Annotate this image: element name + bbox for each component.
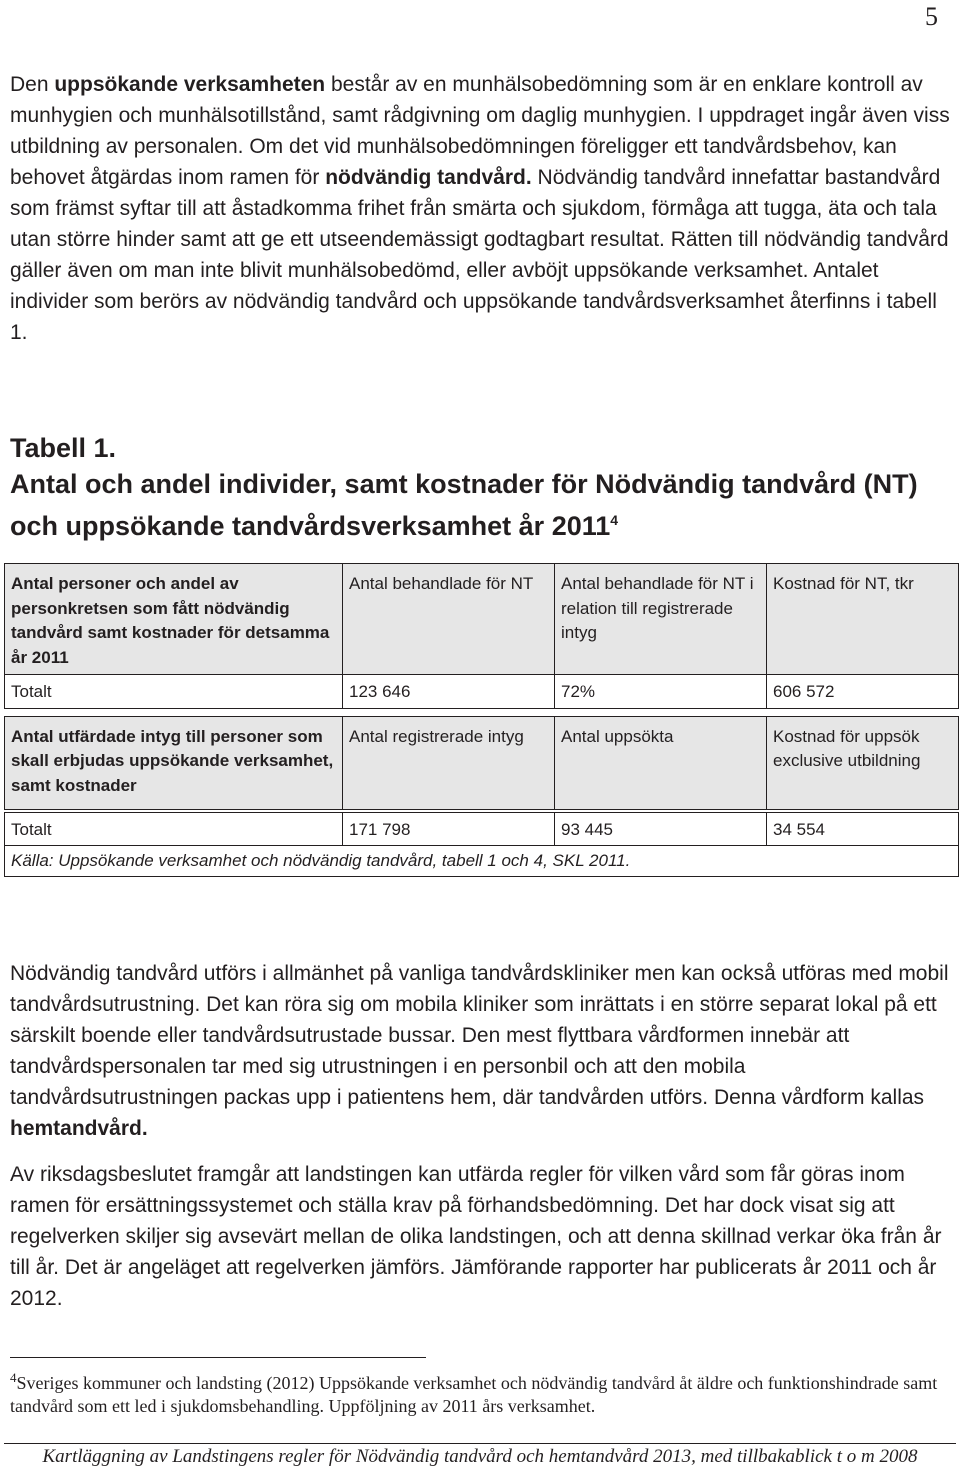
table-cell: 34 554 — [767, 812, 959, 846]
table-header-cell: Antal uppsökta — [555, 716, 767, 809]
data-table — [4, 563, 959, 877]
footnote-marker: 4 — [10, 1370, 17, 1385]
table-header-cell: Kostnad för uppsök exclusive utbildning — [767, 716, 959, 809]
term-uppsokande-verksamheten: uppsökande verksamheten — [54, 73, 326, 96]
table-label: Tabell 1. — [10, 433, 117, 463]
table-header-cell: Antal behandlade för NT — [343, 564, 555, 675]
table-header-cell: Antal personer och andel av personkretsen som fått nödvändig tandvård samt kostnader för detsamma år 2011 — [5, 564, 343, 675]
footnote-divider — [10, 1357, 426, 1358]
table-heading — [10, 430, 954, 544]
table-cell: 123 646 — [343, 675, 555, 709]
term-hemtandvard: hemtandvård. — [10, 1117, 148, 1140]
table-cell: Totalt — [5, 812, 343, 846]
table-row — [5, 812, 959, 846]
table-cell: 606 572 — [767, 675, 959, 709]
intro-paragraph: Den uppsökande verksamheten består av en munhälsobedömning som är en enklare kontroll av munhygien och munhälsotillstånd, samt rådgivning om daglig munhygien. I uppdraget ingår även viss utbildning av personalen. Om det vid munhälsobedömningen föreligger ett tandvårdsbehov, kan behovet åtgärdas inom ramen för nödvändig tandvård. Nödvändig tandvård innefattar bastandvård som främst syftar till att åstadkomma frihet från smärta och sjukdom, förmåga att tugga, äta och tala utan större hinder samt att ge ett utseendemässigt godtagbart resultat. Rätten till nödvändig tandvård gäller även om man inte blivit munhälsobedömd, eller avböjt uppsökande verksamhet. Antalet individer som berörs av nödvändig tandvård och uppsökande tandvårdsverksamhet återfinns i tabell 1. — [10, 73, 950, 344]
table-cell: 72% — [555, 675, 767, 709]
footnote: $^4$Sveriges kommuner och landsting (2012) Uppsökande verksamhet och nödvändig tandvård åt äldre och funktionshindrade samt tandvård som ett led i sjukdomsbehandling. Uppföljning av 2011 års verksamhet. — [10, 1370, 938, 1416]
table-header-row — [5, 716, 959, 809]
table-cell: 93 445 — [555, 812, 767, 846]
page-footer: Kartläggning av Landstingens regler för Nödvändig tandvård och hemtandvård 2013, med tillbakablick t o m 2008 — [4, 1443, 956, 1468]
term-nodvandig-tandvard: nödvändig tandvård. — [325, 166, 532, 189]
table-header-cell: Antal behandlade för NT i relation till registrerade intyg — [555, 564, 767, 675]
table-header-cell: Antal registrerade intyg — [343, 716, 555, 809]
table-source-row — [5, 846, 959, 877]
table-header-cell: Antal utfärdade intyg till personer som skall erbjudas uppsökande verksamhet, samt kostnader — [5, 716, 343, 809]
table-cell: 171 798 — [343, 812, 555, 846]
table-spacer — [5, 708, 959, 716]
table-header-row — [5, 564, 959, 675]
table-source: Källa: Uppsökande verksamhet och nödvändig tandvård, tabell 1 och 4, SKL 2011. — [5, 846, 959, 877]
table-title: Antal och andel individer, samt kostnader för Nödvändig tandvård (NT) och uppsökande tandvårdsverksamhet år 2011$^4$ — [10, 469, 918, 541]
table-row — [5, 675, 959, 709]
rules-paragraph: Av riksdagsbeslutet framgår att landstingen kan utfärda regler för vilken vård som får göras inom ramen för ersättningssystemet och ställa krav på förhandsbedömning. Det har dock visat sig att regelverken skiljer sig avsevärt mellan de olika landstingen, och att denna skillnad verkar öka från år till år. Det är angeläget att regelverken jämförs. Jämförande rapporter har publicerats år 2011 och år 2012. — [10, 1163, 942, 1310]
footnote-ref: 4 — [610, 512, 619, 528]
table-cell: Totalt — [5, 675, 343, 709]
mobile-care-paragraph: Nödvändig tandvård utförs i allmänhet på vanliga tandvårdskliniker men kan också utföras med mobil tandvårdsutrustning. Det kan röra sig om mobila kliniker som inrättats i en större separat lokal på ett särskilt boende eller tandvårdsutrustade bussar. Den mest flyttbara vårdformen innebär att tandvårdspersonalen tar med sig utrustningen i en personbil och att den mobila tandvårdsutrustningen packas upp i patientens hem, där tandvården utförs. Denna vårdform kallas hemtandvård. — [10, 962, 949, 1140]
page-number: 5 — [925, 2, 938, 31]
table-header-cell: Kostnad för NT, tkr — [767, 564, 959, 675]
